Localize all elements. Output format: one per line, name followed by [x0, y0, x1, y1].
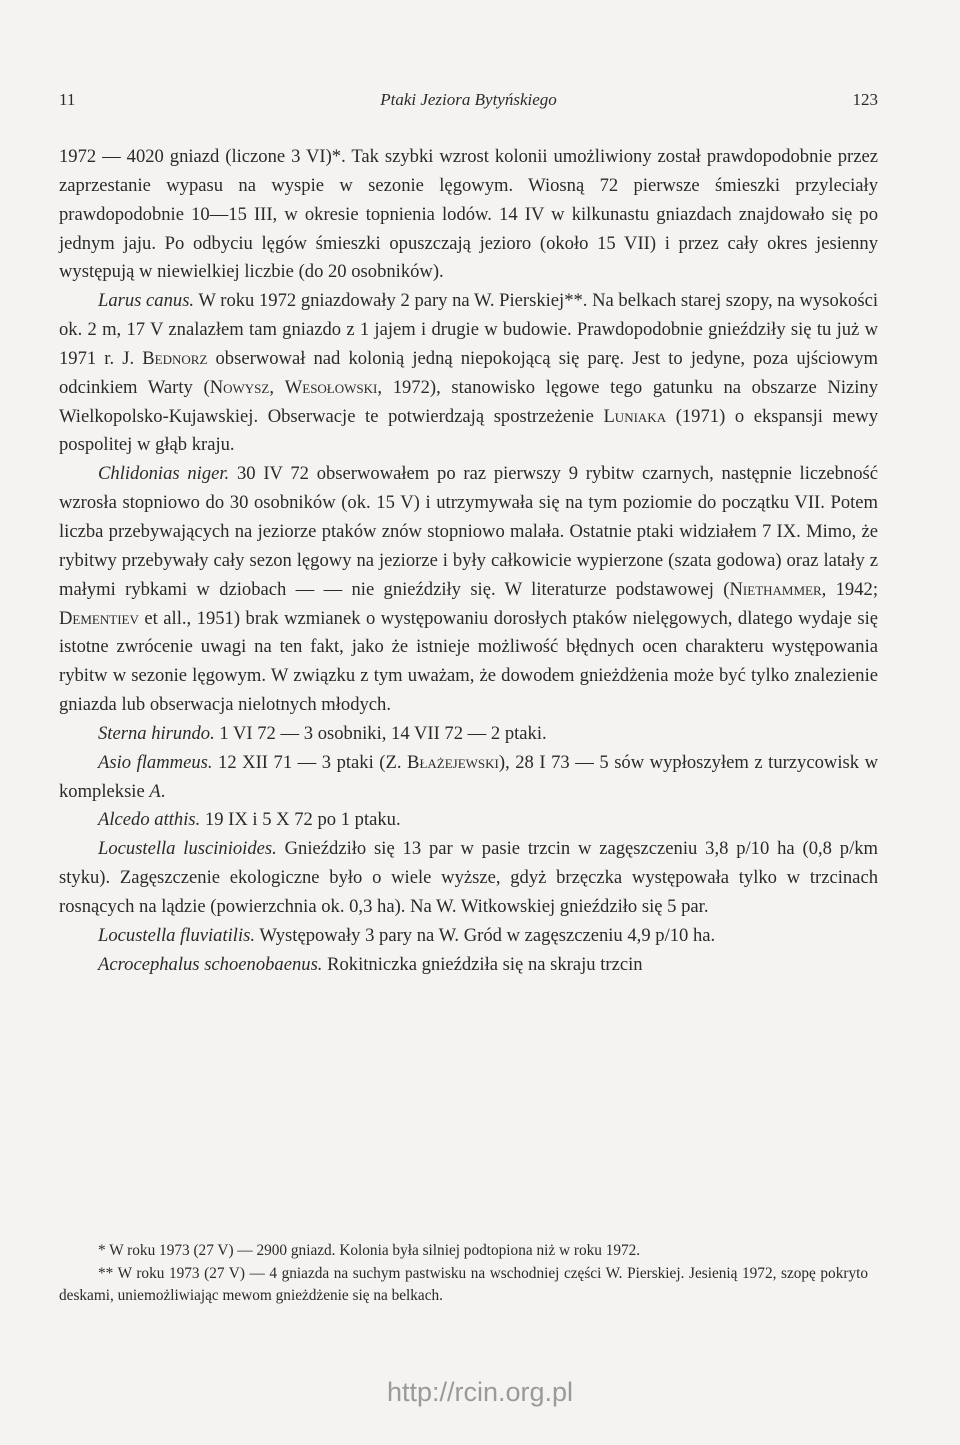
footnote-2: ** W roku 1973 (27 V) — 4 gniazda na suchym pastwisku na wschodniej części W. Pierskiej. Jesienią 1972, szopę pokryto deskami, uniemożliwiając mewom gnieżdżenie się na belkach.	[59, 1264, 868, 1304]
author-name: Niethammer	[729, 578, 822, 600]
page-number-left: 11	[59, 90, 76, 109]
species-name: Acrocephalus schoenobaenus.	[98, 953, 323, 975]
species-name: Asio flammeus.	[98, 751, 213, 773]
author-name: Nowysz	[209, 376, 270, 398]
watermark-url: http://rcin.org.pl	[386, 1377, 574, 1407]
footnote-1: * W roku 1973 (27 V) — 2900 gniazd. Kolonia była silniej podtopiona niż w roku 1972.	[98, 1242, 641, 1259]
species-name: Locustella luscinioides.	[98, 838, 277, 860]
paragraph-locustella-luscinioides: Locustella luscinioides. Gnieździło się 13 par w pasie trzcin w zagęszczeniu 3,8 p/10 ha (0,8 p/km styku). Zagęszczenie ekologiczne było o wiele wyższe, gdyż brzęczka występowała tylko w trzcinach rosnących na lądzie (powierzchnia ok. 0,3 ha). Na W. Witkowskiej gnieździło się 5 par.	[59, 838, 878, 917]
page-number-right: 123	[852, 90, 878, 109]
author-name: Bednorz	[142, 347, 208, 369]
paragraph-larus-ridibundus-continued: 1972 — 4020 gniazd (liczone 3 VI)*. Tak szybki wzrost kolonii umożliwiony został prawdopodobnie przez zaprzestanie wypasu na wyspie w sezonie lęgowym. Wiosną 72 pierwsze śmieszki przyleciały prawdopodobnie 10—15 III, w okresie topnienia lodów. 14 IV w kilkunastu gniazdach znajdowało się po jednym jaju. Po odbyciu lęgów śmieszki opuszczają jezioro (około 15 VII) i przez cały okres jesienny występują w niewielkiej liczbie (do 20 osobników).	[59, 146, 878, 283]
species-name: Larus canus.	[98, 290, 195, 312]
author-name: Wesołowski	[284, 376, 378, 398]
author-name: Luniaka	[603, 405, 667, 427]
paragraph-sterna-hirundo: Sterna hirundo. 1 VI 72 — 3 osobniki, 14 VII 72 — 2 ptaki.	[98, 722, 547, 744]
author-name: Błażejewski	[407, 751, 499, 773]
paragraph-asio-flammeus: Asio flammeus. 12 XII 71 — 3 ptaki (Z. Błażejewski), 28 I 73 — 5 sów wypłoszyłem z turzycowisk w kompleksie A.	[59, 751, 878, 802]
paragraph-acrocephalus-schoenobaenus: Acrocephalus schoenobaenus. Rokitniczka gnieździła się na skraju trzcin	[98, 953, 643, 975]
species-name: Sterna hirundo.	[98, 722, 215, 744]
paragraph-locustella-fluviatilis: Locustella fluviatilis. Występowały 3 pary na W. Gród w zagęszczeniu 4,9 p/10 ha.	[98, 924, 716, 946]
species-name: Alcedo atthis.	[98, 809, 201, 831]
footnotes	[59, 1240, 868, 1308]
paragraph-chlidonias-niger: Chlidonias niger. 30 IV 72 obserwowałem po raz pierwszy 9 rybitw czarnych, następnie liczebność wzrosła stopniowo do 30 osobników (ok. 15 V) i utrzymywała się na tym poziomie do początku VII. Potem liczba przebywających na jeziorze ptaków znów stopniowo malała. Ostatnie ptaki widziałem 7 IX. Mimo, że rybitwy przebywały cały sezon lęgowy na jeziorze i były całkowicie wypierzone (szata godowa) oraz latały z małymi rybkami w dziobach — — nie gnieździły się. W literaturze podstawowej (Niethammer, 1942; Dementiev et all., 1951) brak wzmianek o występowaniu dorosłych ptaków nielęgowych, dlatego wydaje się istotne zwrócenie uwagi na ten fakt, jako że istnieje możliwość błędnych ocen charakteru występowania rybitw w sezonie lęgowym. W związku z tym uważam, że dowodem gnieżdżenia może być tylko znalezienie gniazda lub obserwacja nielotnych młodych.	[59, 463, 878, 716]
author-name: Dementiev	[59, 607, 139, 629]
paragraph-larus-canus: Larus canus. W roku 1972 gniazdowały 2 pary na W. Pierskiej**. Na belkach starej szopy, na wysokości ok. 2 m, 17 V znalazłem tam gniazdo z 1 jajem i drugie w budowie. Prawdopodobnie gnieździły się tu już w 1971 r. J. Bednorz obserwował nad kolonią jedną niepokojącą się parę. Jest to jedyne, poza ujściowym odcinkiem Warty (Nowysz, Wesołowski, 1972), stanowisko lęgowe tego gatunku na obszarze Niziny Wielkopolsko-Kujawskiej. Obserwacje te potwierdzają spostrzeżenie Luniaka (1971) o ekspansji mewy pospolitej w głąb kraju.	[59, 290, 879, 456]
species-name: Locustella fluviatilis.	[98, 924, 256, 946]
paragraph-alcedo-atthis: Alcedo atthis. 19 IX i 5 X 72 po 1 ptaku.	[98, 809, 401, 831]
species-name: Chlidonias niger.	[98, 463, 230, 485]
body-text	[59, 143, 878, 979]
complex-label: A	[149, 780, 161, 802]
page-header	[59, 90, 878, 114]
running-title: Ptaki Jeziora Bytyńskiego	[380, 90, 557, 109]
